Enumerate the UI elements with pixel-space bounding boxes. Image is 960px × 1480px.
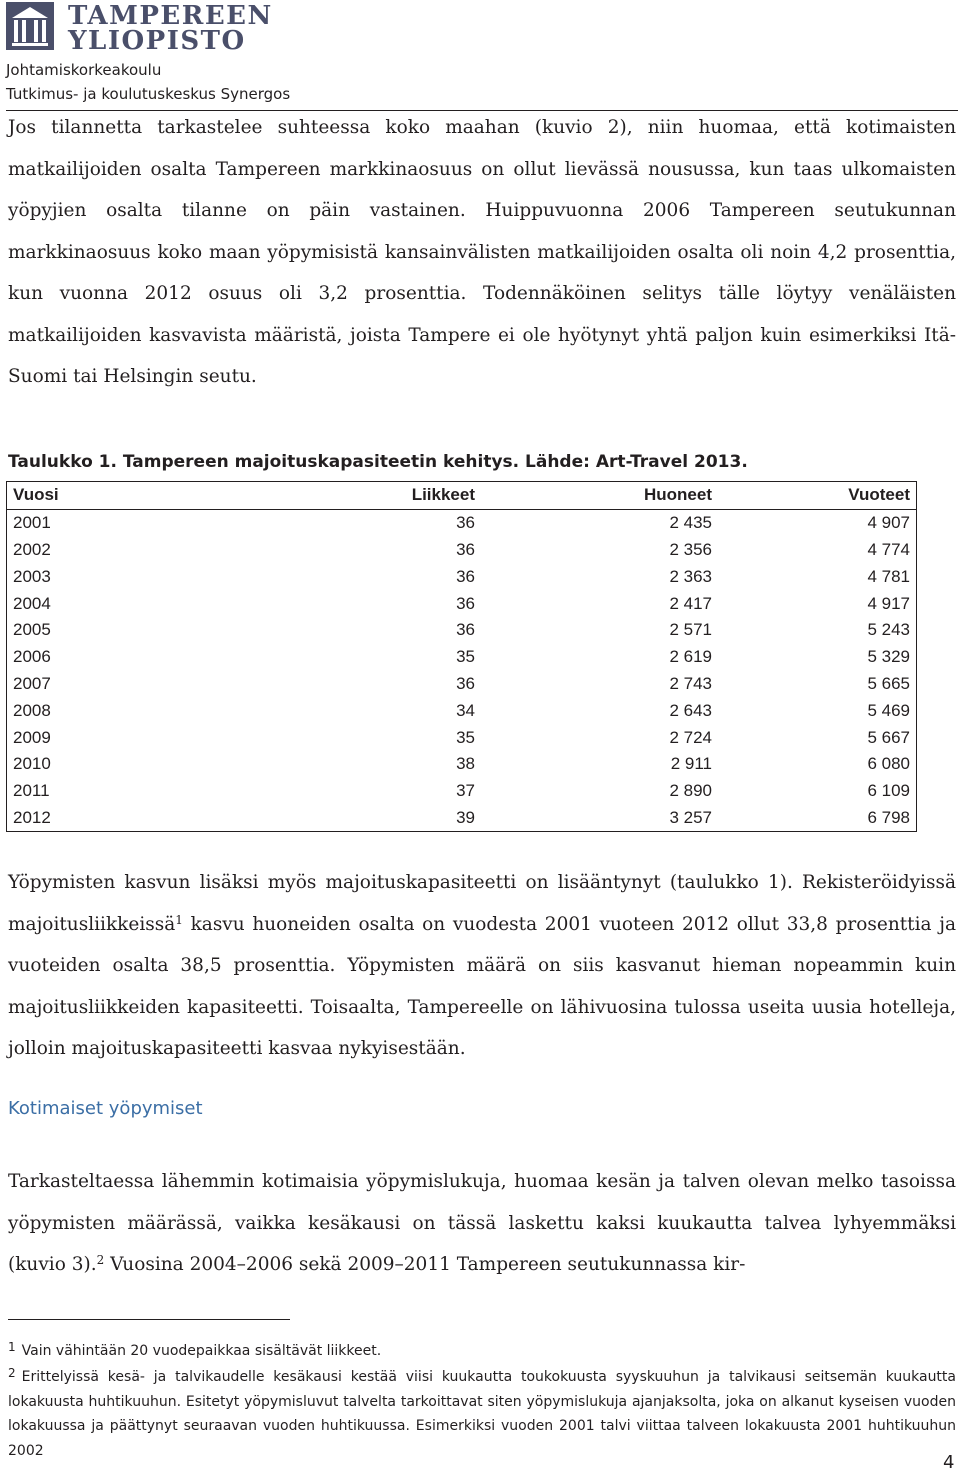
column-header-beds: Vuoteet bbox=[718, 482, 917, 510]
footnote-number: 1 bbox=[8, 1340, 16, 1354]
cell-establishments: 35 bbox=[456, 727, 475, 747]
cell-rooms: 2 356 bbox=[669, 539, 712, 559]
university-name bbox=[68, 1, 273, 56]
body-paragraph-2 bbox=[8, 862, 956, 1070]
cell-beds: 4 907 bbox=[867, 513, 910, 533]
table-row bbox=[7, 537, 917, 564]
page-number: 4 bbox=[943, 1452, 955, 1473]
cell-establishments: 34 bbox=[456, 700, 475, 720]
cell-year: 2006 bbox=[13, 647, 51, 667]
page-header bbox=[6, 2, 946, 108]
cell-year: 2012 bbox=[13, 807, 51, 827]
cell-rooms: 2 417 bbox=[669, 593, 712, 613]
paragraph-2-part-1: Yöpymisten kasvun lisäksi myös majoituskapasiteetti on lisääntynyt (taulukko 1). Rekisteröidyissä majoitusliikkeissä bbox=[8, 872, 956, 935]
university-logo-icon bbox=[6, 2, 54, 50]
cell-establishments: 36 bbox=[456, 593, 475, 613]
footnote-2 bbox=[8, 1361, 956, 1463]
body-paragraph-1: Jos tilannetta tarkastelee suhteessa koko maahan (kuvio 2), niin huomaa, että kotimaisten matkailijoiden osalta Tampereen markkinaosuus on ollut lievässä nousussa, kun taas ulkomaisten yöpyjien osalta tilanne on päin vastainen. Huippuvuonna 2006 Tampereen seutukunnan markkinaosuus koko maan yöpymisistä kansainvälisten matkailijoiden osalta oli noin 4,2 prosenttia, kun vuonna 2012 osuus oli 3,2 prosenttia. Todennäköinen selitys tälle löytyy venäläisten matkailijoiden kasvavista määristä, joista Tampere ei ole hyötynyt yhtä paljon kuin esimerkiksi Itä-Suomi tai Helsingin seutu. bbox=[8, 117, 956, 387]
cell-rooms: 2 643 bbox=[669, 700, 712, 720]
table-caption: Taulukko 1. Tampereen majoituskapasiteetin kehitys. Lähde: Art-Travel 2013. bbox=[8, 452, 748, 472]
department-block bbox=[6, 58, 290, 106]
cell-year: 2002 bbox=[13, 539, 51, 559]
cell-establishments: 37 bbox=[456, 781, 475, 801]
table-row bbox=[7, 805, 917, 832]
capacity-table bbox=[6, 481, 917, 832]
footnote-number: 2 bbox=[8, 1366, 16, 1380]
cell-rooms: 2 363 bbox=[669, 566, 712, 586]
cell-rooms: 2 571 bbox=[669, 620, 712, 640]
cell-beds: 4 781 bbox=[867, 566, 910, 586]
cell-beds: 5 329 bbox=[867, 647, 910, 667]
footnote-text: Vain vähintään 20 vuodepaikkaa sisältävät liikkeet. bbox=[21, 1343, 382, 1359]
table-row bbox=[7, 671, 917, 698]
cell-rooms: 2 890 bbox=[669, 781, 712, 801]
table-row bbox=[7, 563, 917, 590]
cell-beds: 5 243 bbox=[867, 620, 910, 640]
cell-establishments: 36 bbox=[456, 673, 475, 693]
body-paragraph-3 bbox=[8, 1161, 956, 1286]
cell-rooms: 2 724 bbox=[669, 727, 712, 747]
cell-beds: 5 667 bbox=[867, 727, 910, 747]
section-heading: Kotimaiset yöpymiset bbox=[8, 1098, 203, 1119]
cell-beds: 4 917 bbox=[867, 593, 910, 613]
table-row bbox=[7, 724, 917, 751]
footnote-1 bbox=[8, 1335, 956, 1364]
column-header-year: Vuosi bbox=[7, 482, 250, 510]
table-row bbox=[7, 644, 917, 671]
university-name-line2: YLIOPISTO bbox=[68, 26, 246, 56]
cell-year: 2010 bbox=[13, 754, 51, 774]
cell-year: 2007 bbox=[13, 673, 51, 693]
cell-year: 2011 bbox=[13, 781, 50, 801]
cell-beds: 5 469 bbox=[867, 700, 910, 720]
university-name-line1: TAMPEREEN bbox=[68, 1, 273, 31]
cell-establishments: 39 bbox=[456, 807, 475, 827]
cell-rooms: 3 257 bbox=[669, 807, 712, 827]
cell-rooms: 2 435 bbox=[669, 513, 712, 533]
cell-establishments: 36 bbox=[456, 539, 475, 559]
table-row bbox=[7, 590, 917, 617]
column-header-rooms: Huoneet bbox=[481, 482, 718, 510]
department-name: Johtamiskorkeakoulu bbox=[6, 61, 162, 79]
cell-establishments: 36 bbox=[456, 513, 475, 533]
cell-rooms: 2 619 bbox=[669, 647, 712, 667]
cell-beds: 6 109 bbox=[867, 781, 910, 801]
table-row bbox=[7, 617, 917, 644]
footnote-divider bbox=[8, 1319, 290, 1320]
cell-establishments: 36 bbox=[456, 620, 475, 640]
footnote-ref-1: 1 bbox=[175, 912, 183, 927]
cell-beds: 6 080 bbox=[867, 754, 910, 774]
cell-beds: 6 798 bbox=[867, 807, 910, 827]
cell-year: 2008 bbox=[13, 700, 51, 720]
table-row bbox=[7, 778, 917, 805]
cell-year: 2001 bbox=[13, 513, 51, 533]
table-row bbox=[7, 509, 917, 536]
paragraph-3-part-2: Vuosina 2004–2006 sekä 2009–2011 Tampereen seutukunnassa kir- bbox=[104, 1254, 746, 1275]
footnote-text: Erittelyissä kesä- ja talvikaudelle kesäkausi kestää viisi kuukautta toukokuusta syyskuuhun ja talvikausi seitsemän kuukautta lokakuusta huhtikuuhun. Esitetyt yöpymisluvut talvelta tarkoittavat siten yöpymislukuja ajanjaksolta, joka on alkanut kyseisen vuoden lokakuussa ja päättynyt seuraavan vuoden huhtikuussa. Esimerkiksi vuoden 2001 talvi viittaa talveen lokakuusta 2001 huhtikuuhun 2002 bbox=[8, 1369, 956, 1459]
cell-year: 2005 bbox=[13, 620, 51, 640]
column-header-establishments: Liikkeet bbox=[249, 482, 481, 510]
research-center-name: Tutkimus- ja koulutuskeskus Synergos bbox=[6, 85, 291, 103]
cell-establishments: 35 bbox=[456, 647, 475, 667]
cell-rooms: 2 743 bbox=[669, 673, 712, 693]
cell-beds: 4 774 bbox=[867, 539, 910, 559]
paragraph-2-part-2: kasvu huoneiden osalta on vuodesta 2001 vuoteen 2012 ollut 33,8 prosenttia ja vuoteiden osalta 38,5 prosenttia. Yöpymisten määrä on siis kasvanut hieman nopeammin kuin majoitusliikkeiden kapasiteetti. Toisaalta, Tampereelle on lähivuosina tulossa useita uusia hotelleja, jolloin majoituskapasiteetti kasvaa nykyisestään. bbox=[8, 913, 956, 1059]
cell-establishments: 38 bbox=[456, 754, 475, 774]
footnote-ref-2: 2 bbox=[96, 1253, 105, 1267]
cell-year: 2003 bbox=[13, 566, 51, 586]
cell-year: 2009 bbox=[13, 727, 51, 747]
cell-establishments: 36 bbox=[456, 566, 475, 586]
table-header-row bbox=[7, 482, 917, 510]
cell-rooms: 2 911 bbox=[670, 754, 712, 774]
cell-year: 2004 bbox=[13, 593, 51, 613]
paragraph-3-part-1: Tarkasteltaessa lähemmin kotimaisia yöpymislukuja, huomaa kesän ja talven olevan melko tasoissa yöpymisten määrässä, vaikka kesäkausi on tässä laskettu kaksi kuukautta talvea lyhyemmäksi (kuvio 3). bbox=[8, 1171, 956, 1275]
table-row bbox=[7, 697, 917, 724]
cell-beds: 5 665 bbox=[867, 673, 910, 693]
table-row bbox=[7, 751, 917, 778]
